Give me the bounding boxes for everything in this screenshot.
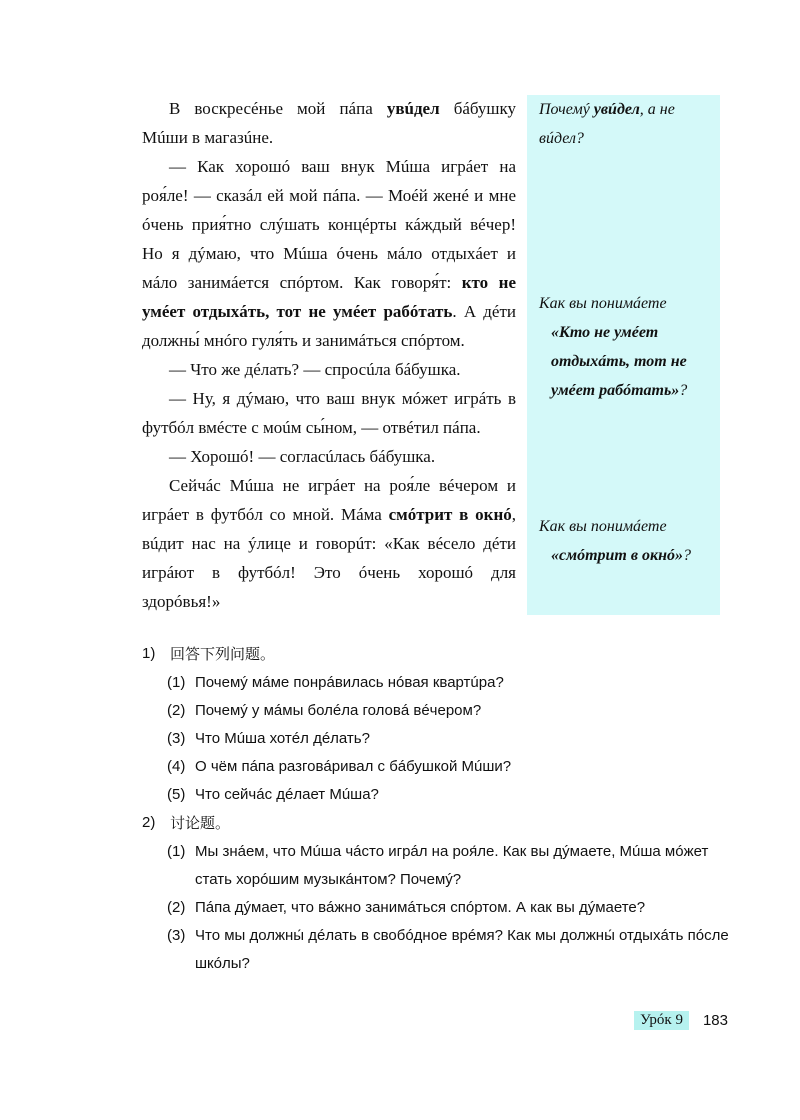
question-text: Мы знáем, что Мúша чáсто игрáл на рoя́ле. Как вы дýмаете, Мúша мóжет стать хорóшим музыкáнтом? Почемý? bbox=[195, 843, 709, 888]
page-number: 183 bbox=[702, 1012, 728, 1029]
note-text: ? bbox=[679, 382, 688, 399]
story-paragraph-6 bbox=[142, 471, 516, 616]
note-bold-text: увúдел bbox=[593, 101, 640, 118]
note-text: ? bbox=[683, 547, 691, 564]
lesson-badge: Урóк 9 bbox=[634, 1011, 689, 1030]
question-item bbox=[142, 725, 732, 753]
bold-text-run: кто не умéет отдыхáть, тот не умéет рабóтать bbox=[142, 273, 516, 321]
reading-text bbox=[142, 94, 516, 616]
bold-text-run: увúдел bbox=[386, 99, 440, 118]
text-run: бáбушку Мúши в магазúне. bbox=[142, 99, 517, 147]
question-number: (3) bbox=[167, 927, 186, 944]
question-number: (1) bbox=[167, 674, 186, 691]
story-paragraph-1 bbox=[142, 94, 516, 152]
note-text: Почемý bbox=[539, 101, 594, 118]
note-quote: «смóтрит в окнó» bbox=[551, 547, 683, 564]
exercises-section bbox=[142, 640, 732, 978]
text-run: Сейчáс Мúша не игрáет на рoя́ле вéчером и игрáет в футбóл со мной. Мáма bbox=[142, 476, 516, 524]
question-text: Что Мúша хотéл дéлать? bbox=[195, 730, 370, 747]
note-quote-line bbox=[539, 541, 715, 570]
text-run: . А дéти должны́ мнóго гуля́ть и занимáться спóртом. bbox=[142, 302, 517, 350]
note-text: Как вы понимáете bbox=[539, 295, 667, 312]
question-number: (3) bbox=[167, 730, 186, 747]
margin-note-3 bbox=[539, 512, 715, 570]
story-paragraph-4: — Ну, я дýмаю, что ваш внук мóжет игрáть в футбóл вмéсте с моúм сы́ном, — отвéтил пáпа. bbox=[142, 389, 516, 437]
question-item bbox=[142, 894, 732, 922]
question-item bbox=[142, 697, 732, 725]
question-item bbox=[142, 781, 732, 809]
page-footer bbox=[634, 1011, 728, 1030]
question-text: Что мы должны́ дéлать в свобóдное врéмя? Как мы должны́ отдыхáть пóсле шкóлы? bbox=[195, 927, 729, 972]
bold-text-run: смóтрит в окнó bbox=[388, 505, 512, 524]
question-text: Почемý мáме понрáвилась нóвая квартúра? bbox=[195, 674, 504, 691]
note-quote-line bbox=[539, 318, 715, 405]
question-number: (2) bbox=[167, 899, 186, 916]
text-run: , вúдит нас на ýлице и говорúт: «Как вéсело дéти игрáют в футбóл! Это óчень хорошó для здорóвья!» bbox=[142, 505, 516, 611]
question-number: (5) bbox=[167, 786, 186, 803]
task-heading-2 bbox=[142, 809, 732, 838]
note-text: Как вы понимáете bbox=[539, 518, 667, 535]
question-item bbox=[142, 669, 732, 697]
question-item bbox=[142, 922, 732, 978]
note-quote: «Кто не умéет отдыхáть, тот не умéет рабóтать» bbox=[551, 324, 687, 399]
margin-note-2 bbox=[539, 289, 715, 405]
note-text: , а не вúдел? bbox=[539, 101, 675, 147]
question-item bbox=[142, 753, 732, 781]
question-text: Пáпа дýмает, что вáжно занимáться спóртом. А как вы дýмаете? bbox=[195, 899, 646, 916]
question-number: (4) bbox=[167, 758, 186, 775]
task-title: 讨论题。 bbox=[170, 814, 231, 832]
story-paragraph-3: — Что же дéлать? — спросúла бáбушка. bbox=[169, 360, 461, 379]
question-text: Почемý у мáмы болéла головá вéчером? bbox=[195, 702, 482, 719]
question-number: (1) bbox=[167, 843, 186, 860]
margin-note-1 bbox=[539, 95, 715, 153]
task-number: 2) bbox=[142, 814, 156, 831]
task-number: 1) bbox=[142, 645, 156, 662]
task-title: 回答下列问题。 bbox=[170, 645, 276, 663]
story-paragraph-2 bbox=[142, 152, 516, 355]
story-paragraph-5: — Хорошó! — согласúлась бáбушка. bbox=[169, 447, 436, 466]
task-heading-1 bbox=[142, 640, 732, 669]
margin-notes-panel bbox=[527, 95, 720, 615]
text-run: В воскресéнье мой пáпа bbox=[169, 99, 387, 118]
question-number: (2) bbox=[167, 702, 186, 719]
question-text: Что сейчáс дéлает Мúша? bbox=[195, 786, 379, 803]
question-item bbox=[142, 838, 732, 894]
question-text: О чём пáпа разговáривал с бáбушкой Мúши? bbox=[195, 758, 512, 775]
text-run: — Как хорошó ваш внук Мúша игрáет на рoя́ле! — сказáл ей мой пáпа. — Моéй женé и мне óчень прия́тно слýшать концéрты кáждый вéчер! Но я дýмаю, что Мúша óчень мáло отдыхáет и мáло занимáется спóртом. Как говоря́т: bbox=[142, 157, 516, 292]
